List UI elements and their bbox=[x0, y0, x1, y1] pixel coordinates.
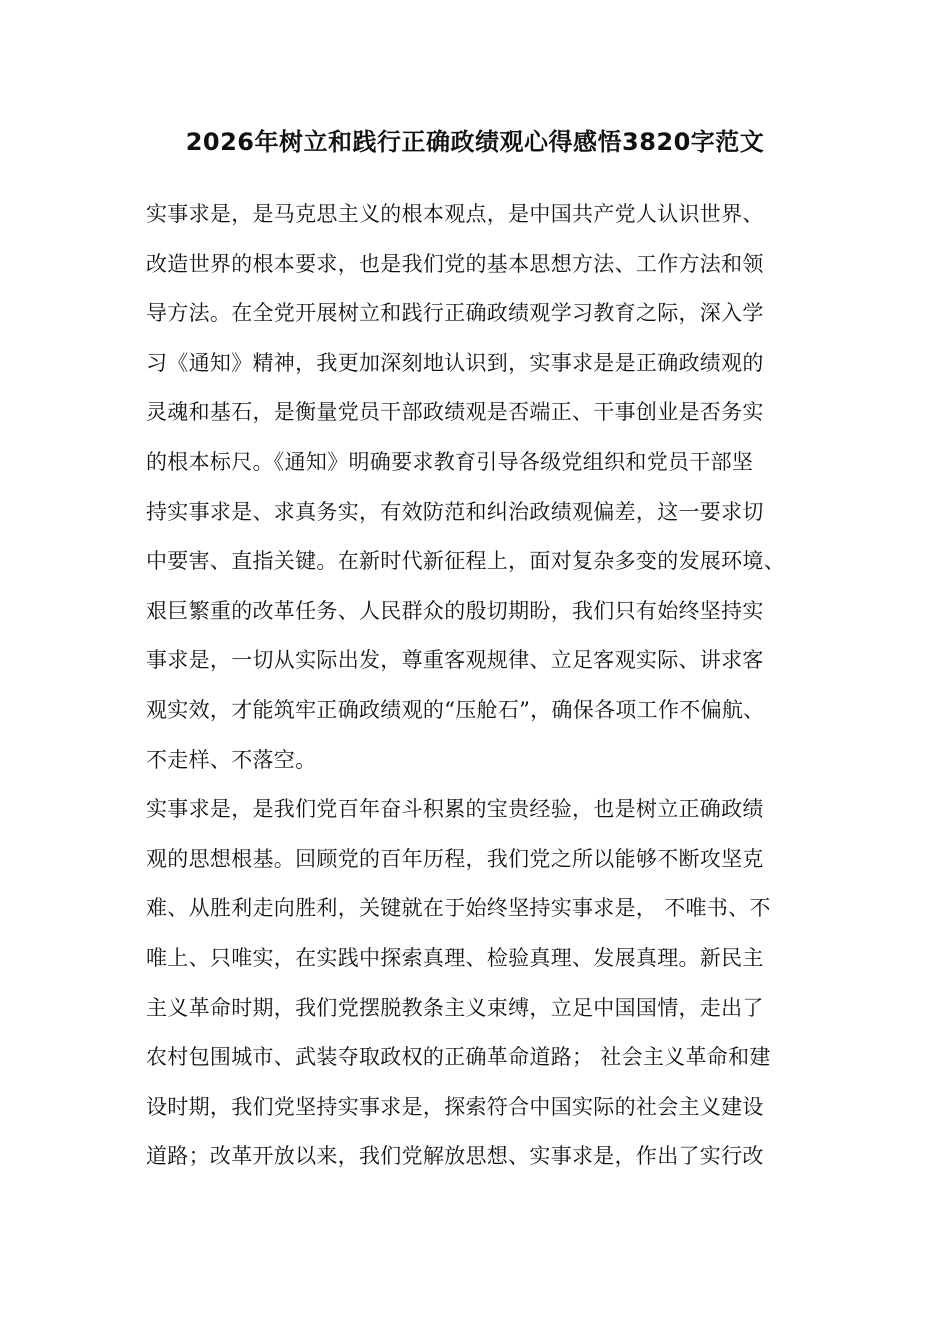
text-line: 主义革命时期，我们党摆脱教条主义束缚，立足中国国情，走出了 bbox=[146, 995, 764, 1020]
text-line: 唯上、只唯实，在实践中探索真理、检验真理、发展真理。新民主 bbox=[146, 945, 764, 970]
text-line: 习《通知》精神，我更加深刻地认识到，实事求是是正确政绩观的 bbox=[146, 350, 764, 375]
text-line: 实事求是，是我们党百年奋斗积累的宝贵经验，也是树立正确政绩 bbox=[146, 797, 764, 822]
text-line: 不走样、不落空。 bbox=[146, 747, 317, 772]
text-line: 道路；改革开放以来，我们党解放思想、实事求是，作出了实行改 bbox=[146, 1144, 764, 1169]
text-line: 事求是，一切从实际出发，尊重客观规律、立足客观实际、讲求客 bbox=[146, 648, 764, 673]
text-line: 实事求是，是马克思主义的根本观点，是中国共产党人认识世界、 bbox=[146, 202, 764, 226]
paragraph-2 bbox=[146, 785, 846, 1182]
text-line: 观的思想根基。回顾党的百年历程，我们党之所以能够不断攻坚克 bbox=[146, 846, 764, 871]
document-title: 2026年树立和践行正确政绩观心得感悟3820字范文 bbox=[185, 128, 765, 156]
paragraph-1 bbox=[146, 190, 846, 785]
text-line: 设时期，我们党坚持实事求是，探索符合中国实际的社会主义建设 bbox=[146, 1094, 764, 1119]
text-line: 艰巨繁重的改革任务、人民群众的殷切期盼，我们只有始终坚持实 bbox=[146, 598, 764, 623]
text-line: 灵魂和基石，是衡量党员干部政绩观是否端正、干事创业是否务实 bbox=[146, 400, 764, 425]
text-line: 难、从胜利走向胜利，关键就在于始终坚持实事求是， 不唯书、不 bbox=[146, 896, 771, 921]
text-line: 的根本标尺。《通知》明确要求教育引导各级党组织和党员干部坚 bbox=[146, 449, 754, 474]
document-body bbox=[146, 190, 846, 1182]
text-line: 改造世界的根本要求，也是我们党的基本思想方法、工作方法和领 bbox=[146, 251, 764, 276]
text-line: 农村包围城市、武装夺取政权的正确革命道路； 社会主义革命和建 bbox=[146, 1045, 771, 1070]
text-line: 观实效，才能筑牢正确政绩观的“压舱石”，确保各项工作不偏航、 bbox=[146, 697, 765, 722]
text-line: 导方法。在全党开展树立和践行正确政绩观学习教育之际，深入学 bbox=[146, 301, 764, 326]
text-line: 中要害、直指关键。在新时代新征程上，面对复杂多变的发展环境、 bbox=[146, 549, 785, 574]
text-line: 持实事求是、求真务实，有效防范和纠治政绩观偏差，这一要求切 bbox=[146, 499, 764, 524]
